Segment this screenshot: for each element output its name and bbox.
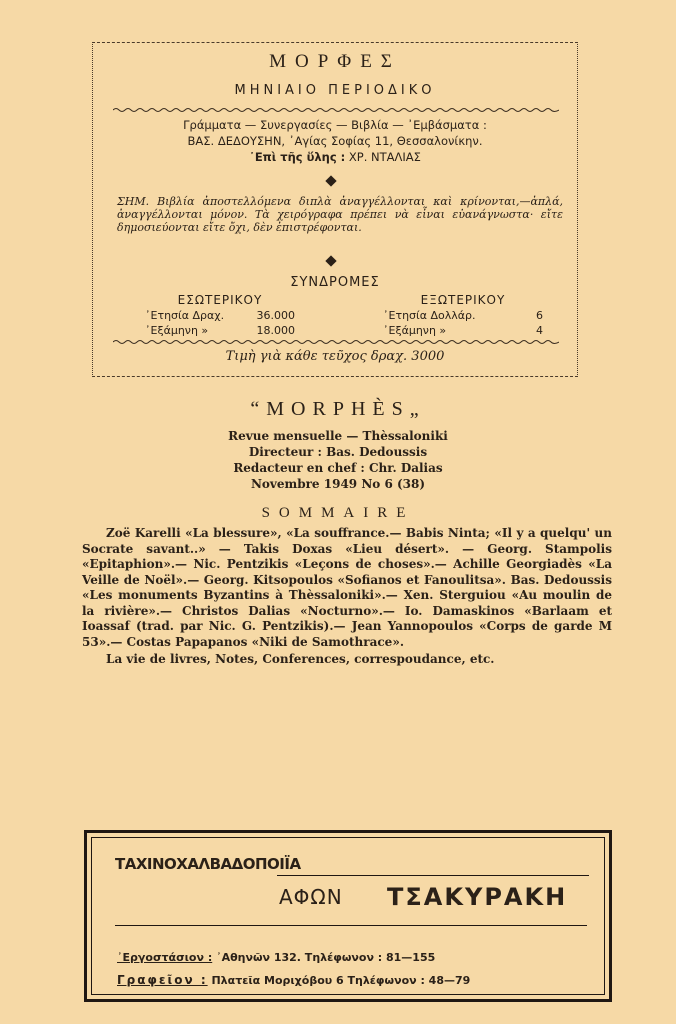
subscription-value: 6 xyxy=(536,309,543,322)
subscription-value: 4 xyxy=(536,324,543,337)
wavy-divider xyxy=(113,107,559,113)
advert-factory-line xyxy=(117,951,435,964)
note-text: ΣΗΜ. Βιβλία ἀποστελλόμενα διπλὰ ἀναγγέλλονται καὶ κρίνονται,—ἁπλά, ἀναγγέλλονται μόνον. Τὰ χειρόγραφα πρέπει νὰ εἶναι εὐανάγνωστα· εἴτε δημοσιεύονται εἴτε ὄχι, δὲν ἐπιστρέφονται. xyxy=(117,195,563,234)
french-line: Redacteur en chef : Chr. Dalias xyxy=(233,461,443,475)
wavy-divider xyxy=(113,339,559,345)
french-masthead xyxy=(0,428,676,492)
advert-office-line xyxy=(117,973,470,987)
diamond-ornament-icon xyxy=(325,255,336,266)
diamond-ornament-icon xyxy=(325,175,336,186)
subscription-row xyxy=(383,308,543,323)
office-text: Πλατεῖα Μοριχόβου 6 Τηλέφωνον : 48—79 xyxy=(211,974,471,987)
material-name: ΧΡ. ΝΤΑΛΙΑΣ xyxy=(348,150,421,164)
contributions-line: Γράμματα — Συνεργασίες — Βιβλία — ᾽Εμβάσματα : xyxy=(183,118,487,132)
advert-name-last: ΤΣΑΚΥΡΑΚΗ xyxy=(387,883,568,911)
subscription-row xyxy=(383,323,543,338)
domestic-heading: ΕΣΩΤΕΡΙΚΟΥ xyxy=(177,293,263,307)
french-line: Directeur : Bas. Dedoussis xyxy=(248,445,428,459)
sommaire-paragraph: Zoë Karelli «La blessure», «La souffrance.— Babis Ninta; «Il y a quelqu' un Socrate savant..» — Takis Doxas «Lieu désert». — Georg. Stampolis «Epitaphion».— Nic. Pentzikis «Leçons de choses».— Achille Georgiadès «La Veille de Noël».— Georg. Kitsopoulos «Sofianos et Fanoulitsa». Bas. Dedoussis «Les monuments Byzantins à Thèssaloniki».— Xen. Sterguiou «Au moulin de la rivière».— Christos Dalias «Nocturno».— Io. Damaskinos «Barlaam et Ioassaf (trad. par Nic. G. Pentzikis).— Jean Yannopoulos «Corps de garde M 53».— Costas Papapanos «Niki de Samothrace». xyxy=(82,526,612,649)
subscription-label: ᾽Εξάμηνη » xyxy=(145,324,209,337)
sommaire-title: SOMMAIRE xyxy=(261,505,415,521)
sommaire-body xyxy=(82,526,612,668)
magazine-title: ΜΟΡΦΕΣ xyxy=(269,51,401,72)
material-label: ᾽Επὶ τῆς ὕλης : xyxy=(249,150,346,164)
subscription-label: ᾽Εξάμηνη » xyxy=(383,324,447,337)
subscription-label: ᾽Ετησία Δραχ. xyxy=(145,309,225,322)
french-line: Revue mensuelle — Thèssaloniki xyxy=(228,429,448,443)
material-editor-line xyxy=(93,149,577,165)
advert-rule xyxy=(277,875,589,876)
issue-price: Τιμὴ γιὰ κάθε τεῦχος δραχ. 3000 xyxy=(225,349,445,364)
advertisement-box xyxy=(84,830,612,1002)
sommaire-footer: La vie de livres, Notes, Conferences, correspoudance, etc. xyxy=(106,652,495,666)
french-title: “MORPHÈS„ xyxy=(250,398,426,420)
contributions-block xyxy=(93,117,577,165)
subscription-label: ᾽Ετησία Δολλάρ. xyxy=(383,309,476,322)
advert-name-first: ΑΦΩΝ xyxy=(279,885,343,909)
foreign-subscriptions xyxy=(383,293,543,338)
advert-separator xyxy=(115,925,587,926)
magazine-subtitle: ΜΗΝΙΑΙΟ ΠΕΡΙΟΔΙΚΟ xyxy=(234,83,436,98)
domestic-subscriptions xyxy=(145,293,295,338)
greek-info-box xyxy=(92,42,578,377)
subscription-row xyxy=(145,308,295,323)
address-line: ΒΑΣ. ΔΕΔΟΥΣΗΝ, ᾽Αγίας Σοφίας 11, Θεσσαλονίκην. xyxy=(187,134,483,148)
subscription-value: 36.000 xyxy=(256,309,295,322)
factory-text: ᾽Αθηνῶν 132. Τηλέφωνον : 81—155 xyxy=(216,951,436,964)
office-label: Γραφεῖον : xyxy=(117,973,208,987)
advert-business-label: ΤΑΧΙΝΟΧΑΛΒΑΔΟΠΟΙΪΑ xyxy=(115,855,301,873)
subscription-row xyxy=(145,323,295,338)
french-issue-line: Novembre 1949 No 6 (38) xyxy=(250,477,426,491)
foreign-heading: ΕΞΩΤΕΡΙΚΟΥ xyxy=(420,293,506,307)
subscriptions-heading: ΣΥΝΔΡΟΜΕΣ xyxy=(290,275,380,290)
subscription-value: 18.000 xyxy=(256,324,295,337)
factory-label: ᾽Εργοστάσιον : xyxy=(117,951,213,964)
